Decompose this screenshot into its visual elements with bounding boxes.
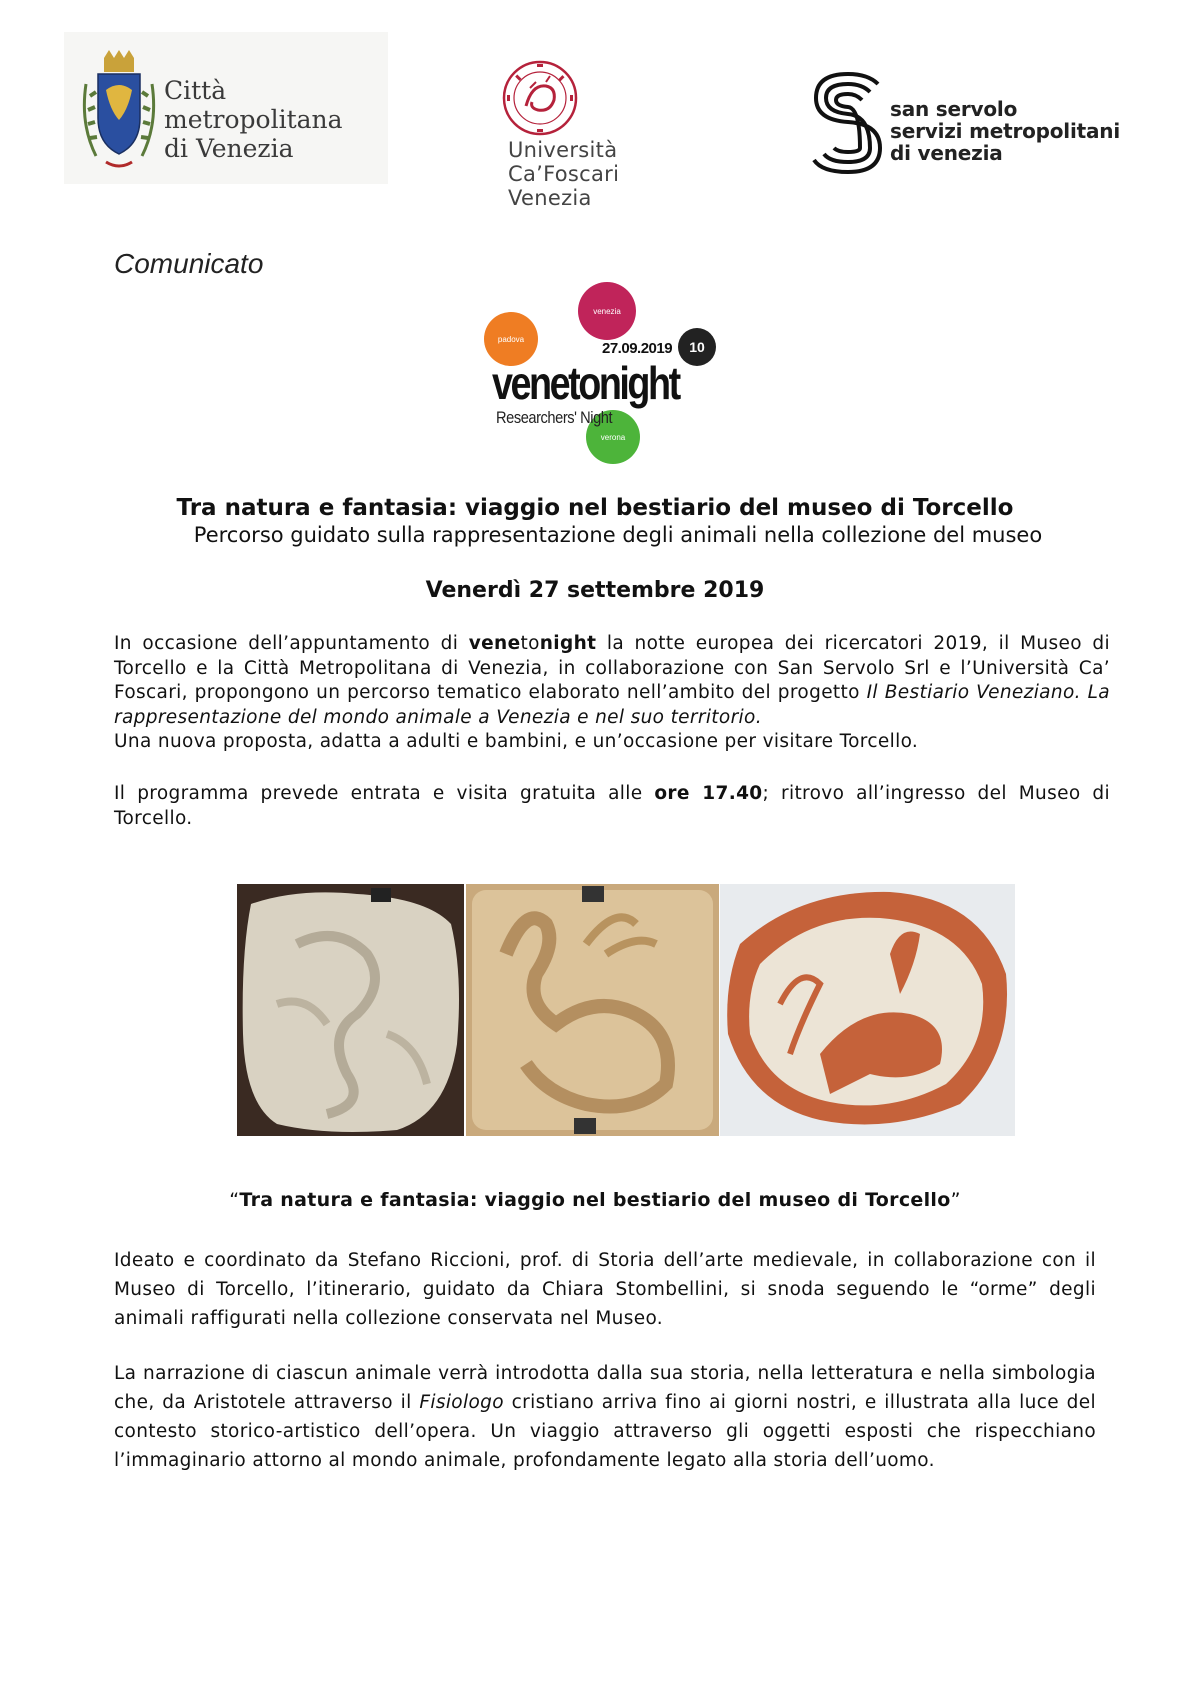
program-paragraph <box>114 782 1110 831</box>
anniversary-badge <box>678 328 716 366</box>
narration-fisiologo: Fisiologo <box>419 1392 504 1413</box>
caption-title: Tra natura e fantasia: viaggio nel bestiario del museo di Torcello <box>239 1189 951 1211</box>
narration-paragraph <box>114 1359 1096 1475</box>
sanservolo-line-1: san servolo <box>890 97 1018 121</box>
event-date: Venerdì 27 settembre 2019 <box>425 578 765 603</box>
program-time: ore 17.40 <box>654 783 763 804</box>
ca-foscari-logo <box>500 58 670 222</box>
intro-paragraph <box>114 632 1110 755</box>
intro-to: to <box>520 633 540 654</box>
ca-foscari-seal-icon <box>500 58 580 138</box>
venetonight-logo <box>478 280 728 466</box>
sanservolo-line-3: di venezia <box>890 141 1003 165</box>
photo-stone-relief-hare <box>466 884 719 1136</box>
citta-line-2: di Venezia <box>164 134 294 163</box>
san-servolo-logo <box>808 70 1128 178</box>
verona-circle-label: verona <box>600 432 626 442</box>
intro-text-e: Una nuova proposta, adatta a adulti e bambini, e un’occasione per visitare Torcello. <box>114 731 919 752</box>
intro-night: night <box>539 633 597 654</box>
wordmark-veneto: veneto <box>492 357 599 409</box>
anniversary-number: 10 <box>689 339 705 355</box>
padova-circle-label: padova <box>497 334 525 344</box>
venetonight-wordmark <box>492 356 679 410</box>
venetonight-date: 27.09.2019 <box>602 340 673 357</box>
wordmark-night: night <box>598 357 679 409</box>
venezia-circle <box>578 282 636 340</box>
venezia-circle-label: venezia <box>593 306 621 316</box>
caption-close-quote: ” <box>950 1189 961 1211</box>
intro-text-c: la notte europea dei ricercatori 2019, il Museo di Torcello e la Città Metropolitana di Venezia, in collaborazione con San Servolo Srl e l’Università Ca’ Foscari, propongono un percorso tematico elaborato nell’ambito del progetto <box>114 633 1111 703</box>
program-text-a: Il programma prevede entrata e visita gratuita alle <box>114 783 655 804</box>
sanservolo-line-2: servizi metropolitani <box>890 119 1120 143</box>
event-title: Tra natura e fantasia: viaggio nel bestiario del museo di Torcello <box>176 495 1014 521</box>
intro-vene: vene <box>468 633 521 654</box>
unive-line-1: Università <box>508 138 618 162</box>
intro-project-title: Il Bestiario Veneziano. La rappresentazione del mondo animale a Venezia e nel suo territorio. <box>114 682 1110 728</box>
intro-text-a: In occasione dell’appuntamento di <box>114 633 469 654</box>
event-subtitle: Percorso guidato sulla rappresentazione degli animali nella collezione del museo <box>193 523 1043 547</box>
photo-ceramic-plate <box>720 884 1015 1136</box>
venice-crest-icon <box>76 44 162 174</box>
citta-metropolitana-name <box>164 76 388 163</box>
san-servolo-name <box>890 98 1120 164</box>
venetonight-subtitle: Researchers' Night <box>496 408 613 427</box>
narration-text-c: cristiano arriva fino ai giorni nostri, e illustrata alla luce del contesto storico-artistico dell’opera. Un viaggio attraverso gli oggetti esposti che rispecchiano l’immaginario attorno al mondo animale, profondamente legato alla storia dell’uomo. <box>114 1392 1096 1471</box>
program-text-c: ; ritrovo all’ingresso del Museo di Torcello. <box>114 783 1110 829</box>
caption-open-quote: “ <box>229 1189 240 1211</box>
san-servolo-s-icon <box>808 70 888 176</box>
comunicato-heading: Comunicato <box>114 248 264 279</box>
ca-foscari-name <box>508 138 619 210</box>
unive-line-3: Venezia <box>508 186 592 210</box>
photo-caption <box>0 1189 1190 1211</box>
curator-paragraph: Ideato e coordinato da Stefano Riccioni, prof. di Storia dell’arte medievale, in collaborazione con il Museo di Torcello, l’itinerario, guidato da Chiara Stombellini, si snoda seguendo le “orme” degli animali raffigurati nella collezione conservata nel Museo. <box>114 1250 1096 1329</box>
citta-metropolitana-logo <box>64 32 388 184</box>
citta-line-1: Città metropolitana <box>164 76 343 134</box>
narration-text-a: La narrazione di ciascun animale verrà introdotta dalla sua storia, nella letteratura e nella simbologia che, da Aristotele attraverso il <box>114 1363 1096 1413</box>
unive-line-2: Ca’Foscari <box>508 162 620 186</box>
photo-stone-relief-figure <box>237 884 464 1136</box>
